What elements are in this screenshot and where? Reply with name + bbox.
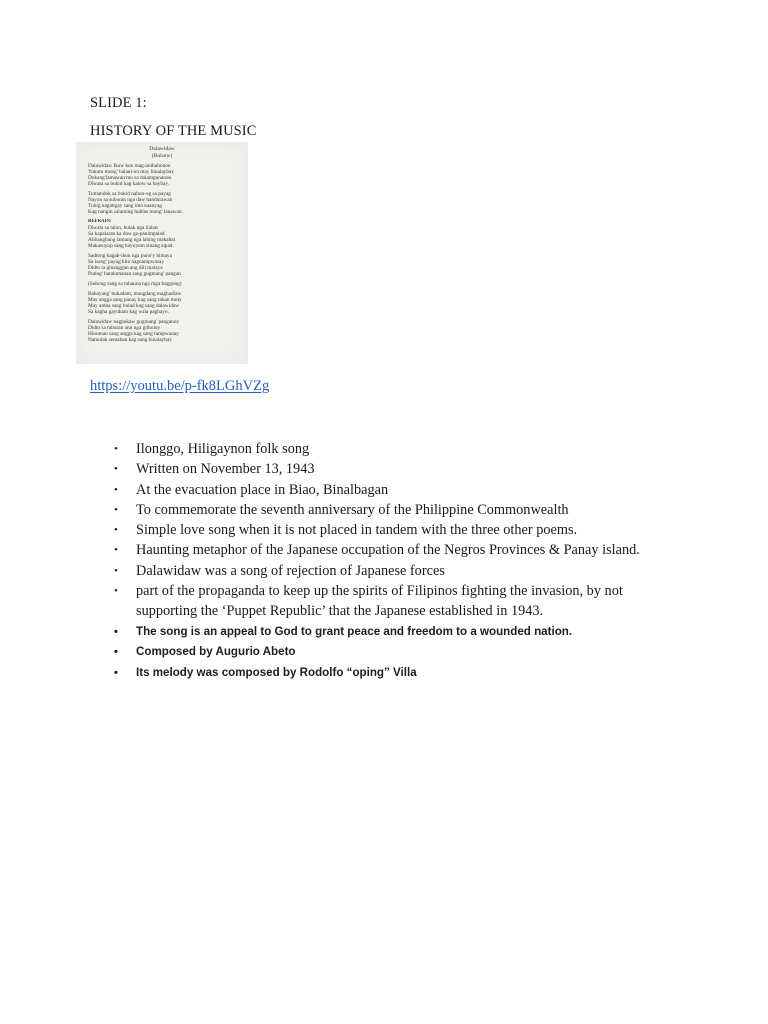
bullet-item [112,540,712,560]
bullet-text: At the evacuation place in Biao, Binalbagan [136,481,389,498]
lyrics-title: Dalawidaw [149,146,175,152]
lyrics-line: Diwata sa talon, bulak nga ilahas [88,225,159,231]
youtube-link[interactable]: https://youtu.be/p-fk8LGhVZg [90,378,270,394]
bullet-item [112,622,712,643]
lyrics-line: Nayon sa suburan nga daw handurawan [88,197,173,203]
section-heading: HISTORY OF THE MUSIC [90,123,257,139]
bullet-dot-icon: • [114,564,118,577]
bullet-item [112,642,712,663]
bullet-dot-icon: • [114,503,118,516]
lyrics-line: Sadtong kagab-ihon nga puno'y himaya [88,253,172,259]
bullet-text: Its melody was composed by Rodolfo “oping” Villa [136,666,417,680]
lyrics-line: REFRAIN: [88,219,112,224]
lyrics-line: Dalawidaw Ikaw kon mag-anihuhonon [88,163,171,169]
bullet-text: Composed by Augurio Abeto [136,645,296,659]
bullet-item [112,459,712,479]
bullet-list [112,439,712,684]
lyrics-subtitle: (Bulsew) [151,153,173,159]
lyrics-line: Makasuyop sang kayuyum sinang sipad. [88,243,174,249]
lyrics-line: Alibangbang lamang nga lahing makabat [88,237,176,243]
bullet-item [112,439,712,459]
bullet-dot-icon: • [114,443,118,455]
bullet-dot-icon: • [114,646,118,659]
lyrics-line: Namulak sentahan kag sang binalaybay [88,337,172,343]
lyrics-line: Bahayang' bukadam, maugdang maghadlaw [88,291,182,297]
bullet-item [112,520,712,540]
lyrics-line: Sa isang' payag kita nagnampwasay [88,259,164,265]
lyrics-line: (Subong sang sa tuhauna nga mga baggong) [88,281,182,287]
bullet-dot-icon: • [114,667,118,680]
bullet-text: Haunting metaphor of the Japanese occupation of the Negros Provinces & Panay island. [136,542,640,559]
bullet-text: part of the propaganda to keep up the spirits of Filipinos fighting the invasion, by not supporting the ‘Puppet Republic’ that the Japanese established in 1943. [136,583,623,620]
lyrics-line: Diwata sa bukid kag katow sa baybay. [88,181,169,187]
bullet-text: Simple love song when it is not placed in tandem with the three other poems. [136,522,578,539]
bullet-item [112,581,676,622]
lyrics-line: Puting' handumanan sang gugmang' pangan [88,271,181,277]
lyrics-line: Sa kapalaran ka daw ga-panimpalad [88,231,165,237]
lyrics-line: Dalawidaw nagpukaw gugmang' panganoy [88,319,180,325]
bullet-text: Ilonggo, Hiligaynon folk song [136,441,310,457]
bullet-text: The song is an appeal to God to grant peace and freedom to a wounded nation. [136,624,573,638]
bullet-item [112,500,712,520]
slide-label: SLIDE 1: [90,95,147,111]
lyrics-line: Tumandok sa bukid nahon-og sa payag [88,191,171,197]
lyrics-line: Yukum mong' balani-on may binalaybay [88,169,174,175]
lyrics-line: Kag nangin salaming hublas mong' lanawan. [88,209,183,215]
bullet-dot-icon: • [114,544,118,557]
lyrics-line: May angga sang panay kag sang tahan muty [88,297,182,303]
lyrics-line: Didto ta ginanggan ang dili malaya [88,265,163,271]
bullet-text: Written on November 13, 1943 [136,461,315,478]
lyrics-line: Hinuman sang angga kag sang tumpwanay [88,331,179,337]
bullet-dot-icon: • [114,585,118,598]
bullet-dot-icon: • [114,483,118,496]
lyrics-line: Tuhig nagatigay sang imo kaanyag [88,203,162,209]
bullet-dot-icon: • [114,524,118,537]
bullet-dot-icon: • [114,625,118,638]
bullet-item [112,663,712,684]
lyrics-line: Dukang'lamawan mo sa dalamgunanon [88,175,172,181]
bullet-item [112,561,712,581]
lyrics-scan-image [76,142,248,364]
bullet-text: To commemorate the seventh anniversary of the Philippine Commonwealth [136,501,569,518]
bullet-item [112,480,712,500]
lyrics-line: Sa kagha gayuham kag wala paghayo. [88,309,169,315]
lyrics-line: Didto sa tuburan ann nga githuluy [88,325,161,331]
lyrics-line: May amba sang bulad kag sang dalawidaw [88,303,179,309]
bullet-text: Dalawidaw was a song of rejection of Japanese forces [136,562,445,579]
bullet-dot-icon: • [114,463,118,476]
